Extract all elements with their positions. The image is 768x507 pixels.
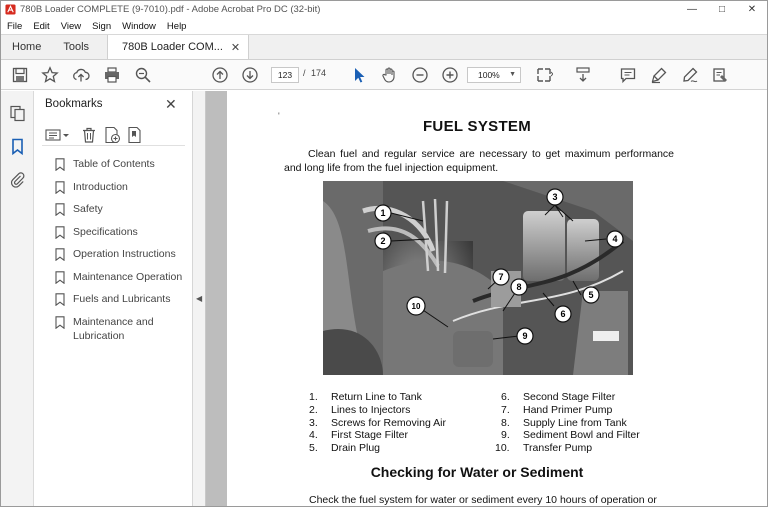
document-viewer[interactable] xyxy=(206,91,767,507)
bookmarks-panel xyxy=(34,91,193,507)
menu-bar xyxy=(1,18,767,34)
part-item: 1. Return Line to Tank xyxy=(309,391,422,403)
minimize-button[interactable]: — xyxy=(687,4,697,15)
page-up-icon[interactable] xyxy=(210,65,230,85)
part-item: 10. Transfer Pump xyxy=(495,442,593,455)
bookmark-list xyxy=(34,157,193,349)
menu-window[interactable]: Window xyxy=(122,20,156,32)
bookmark-label: Specifications xyxy=(73,225,138,238)
bookmark-table-of-contents[interactable] xyxy=(34,157,193,173)
menu-help[interactable]: Help xyxy=(166,20,187,32)
bookmark-icon xyxy=(55,316,65,329)
bookmark-icon xyxy=(55,248,65,261)
bookmark-specifications[interactable] xyxy=(34,225,193,241)
zoom-in-icon[interactable] xyxy=(440,65,460,85)
bookmark-maintenance-and-lubrication[interactable] xyxy=(34,315,193,343)
options-menu-icon[interactable] xyxy=(44,126,70,144)
callout-10: 10 xyxy=(411,302,421,312)
highlight-icon[interactable] xyxy=(649,65,669,85)
attachments-icon[interactable] xyxy=(9,171,26,188)
callout-1: 1 xyxy=(380,208,386,219)
tab-close-icon[interactable]: ✕ xyxy=(230,41,241,54)
stamp-icon[interactable] xyxy=(710,65,730,85)
callout-4: 4 xyxy=(612,234,618,245)
delete-icon[interactable] xyxy=(80,126,98,144)
search-zoom-icon[interactable] xyxy=(133,65,153,85)
bookmark-star-icon[interactable] xyxy=(40,65,60,85)
bookmark-label: Maintenance Operation xyxy=(73,270,183,283)
part-item: 4. First Stage Filter xyxy=(309,429,409,442)
bookmark-safety[interactable] xyxy=(34,202,193,218)
menu-sign[interactable]: Sign xyxy=(92,20,112,32)
pages-icon[interactable] xyxy=(9,105,26,122)
window-title: 780B Loader COMPLETE (9-7010).pdf - Adobe Acrobat Pro DC (32-bit) xyxy=(20,4,321,15)
bookmark-icon xyxy=(55,181,65,194)
tab-tools[interactable]: Tools xyxy=(63,41,90,53)
page-title: FUEL SYSTEM xyxy=(422,118,532,135)
tab-bar xyxy=(1,34,767,60)
bookmark-label: Maintenance and Lubrication xyxy=(73,315,154,342)
section-paragraph: Check the fuel system for water or sediment every 10 hours of operation or xyxy=(309,494,657,506)
acrobat-app-icon xyxy=(5,4,16,15)
part-item: 5. Drain Plug xyxy=(309,442,381,455)
select-cursor-icon[interactable] xyxy=(349,65,369,85)
bookmark-operation-instructions[interactable] xyxy=(34,247,193,263)
callout-9: 9 xyxy=(522,331,528,342)
print-icon[interactable] xyxy=(102,65,122,85)
page-total: 174 xyxy=(311,68,327,78)
page-mark: ' xyxy=(278,111,280,121)
comment-icon[interactable] xyxy=(618,65,638,85)
bookmark-icon xyxy=(55,226,65,239)
upload-icon[interactable] xyxy=(71,65,91,85)
part-item: 6. Second Stage Filter xyxy=(501,391,616,403)
bookmark-icon xyxy=(55,158,65,171)
new-bookmark-icon[interactable] xyxy=(103,126,121,144)
title-bar xyxy=(1,1,767,18)
menu-file[interactable]: File xyxy=(7,20,23,32)
zoom-select[interactable] xyxy=(467,67,521,83)
bookmark-introduction[interactable] xyxy=(34,180,193,196)
scroll-mode-icon[interactable] xyxy=(573,65,593,85)
fuel-system-photo xyxy=(323,181,633,375)
pdf-page xyxy=(227,91,767,507)
tab-document[interactable] xyxy=(107,35,249,59)
bookmark-maintenance-operation[interactable] xyxy=(34,270,193,286)
chevron-left-icon: ◀ xyxy=(196,294,203,303)
callout-5: 5 xyxy=(588,290,594,301)
menu-edit[interactable]: Edit xyxy=(33,20,50,32)
navigation-rail xyxy=(1,91,34,507)
hand-icon[interactable] xyxy=(379,65,399,85)
part-item: 7. Hand Primer Pump xyxy=(501,403,613,416)
page-down-icon[interactable] xyxy=(240,65,260,85)
bookmarks-title: Bookmarks xyxy=(45,98,103,110)
bookmark-label: Introduction xyxy=(73,180,128,193)
part-item: 2. Lines to Injectors xyxy=(309,403,411,416)
bookmark-icon xyxy=(55,293,65,306)
bookmarks-icon[interactable] xyxy=(9,138,26,155)
zoom-value: 100% xyxy=(478,70,500,80)
bookmark-label: Fuels and Lubricants xyxy=(73,293,171,305)
callout-2: 2 xyxy=(380,236,386,247)
part-item: 3. Screws for Removing Air xyxy=(309,416,446,429)
close-window-button[interactable]: ✕ xyxy=(747,4,757,15)
bookmark-label: Table of Contents xyxy=(73,158,155,170)
callout-8: 8 xyxy=(516,282,522,293)
bookmark-label: Safety xyxy=(73,203,103,215)
find-bookmark-icon[interactable] xyxy=(126,126,144,144)
page-number-input[interactable]: 123 xyxy=(271,67,299,83)
bookmarks-toolbar xyxy=(42,124,185,146)
page-separator: / xyxy=(303,68,306,78)
bookmark-fuels-and-lubricants[interactable] xyxy=(34,292,193,308)
callout-6: 6 xyxy=(560,309,566,320)
callout-3: 3 xyxy=(552,192,558,203)
close-icon[interactable]: ✕ xyxy=(165,96,177,112)
fit-page-icon[interactable] xyxy=(534,65,554,85)
photo-illustration xyxy=(323,181,633,375)
menu-view[interactable]: View xyxy=(60,20,82,32)
bookmark-icon xyxy=(55,271,65,284)
tab-document-label: 780B Loader COM... xyxy=(122,41,223,53)
section-heading: Checking for Water or Sediment xyxy=(370,464,584,480)
main-toolbar xyxy=(1,60,767,90)
bookmark-icon xyxy=(55,203,65,216)
draw-icon[interactable] xyxy=(680,65,700,85)
maximize-button[interactable]: □ xyxy=(718,4,726,15)
tab-home[interactable]: Home xyxy=(12,41,42,53)
part-item: 8. Supply Line from Tank xyxy=(501,416,627,429)
panel-collapse-handle[interactable] xyxy=(193,91,206,507)
chevron-down-icon: ▼ xyxy=(509,71,516,78)
save-icon[interactable] xyxy=(10,65,30,85)
part-item: 9. Sediment Bowl and Filter xyxy=(501,429,640,442)
zoom-out-icon[interactable] xyxy=(410,65,430,85)
bookmark-label: Operation Instructions xyxy=(73,248,176,260)
callout-7: 7 xyxy=(498,272,504,283)
intro-paragraph: Clean fuel and regular service are necessary to get maximum performance and long life from the fuel injection equipment. xyxy=(284,148,674,174)
